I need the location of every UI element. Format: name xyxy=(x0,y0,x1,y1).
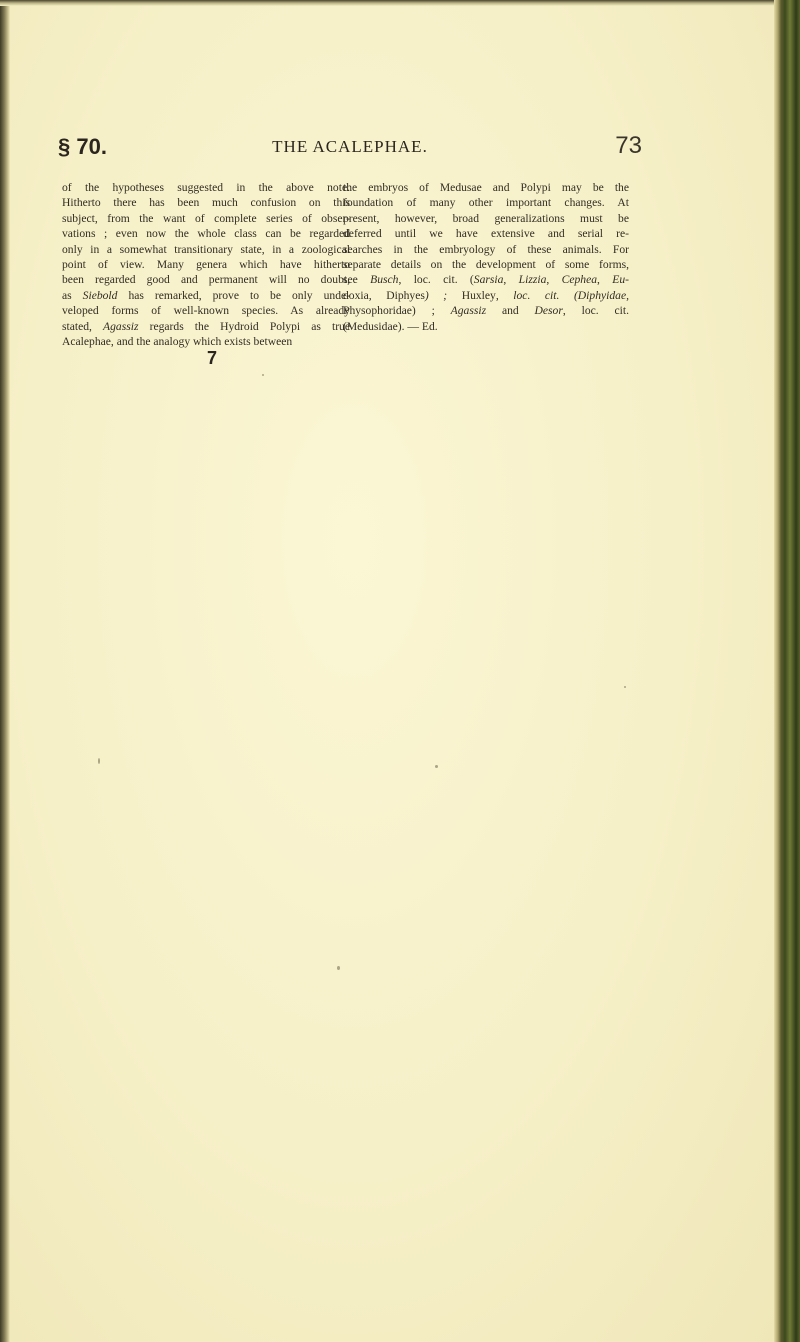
book-gutter-edge xyxy=(0,0,10,1342)
text-line: subject, from the want of complete series of obser- xyxy=(62,211,350,225)
running-header xyxy=(58,134,642,168)
right-text-column xyxy=(343,180,629,334)
book-cover-edge xyxy=(774,0,800,1342)
paper-speck xyxy=(624,686,626,688)
text-line: see Busch, loc. cit. (Sarsia, Lizzia, Cephea, Eu- xyxy=(343,273,630,287)
text-line: as Siebold has remarked, prove to be only unde- xyxy=(62,288,350,302)
running-title: THE ACALEPHAE. xyxy=(272,137,428,156)
text-line: deferred until we have extensive and serial re- xyxy=(343,227,629,241)
text-line: been regarded good and permanent will no doubt, xyxy=(62,273,350,287)
text-line: (Medusidae). — Ed. xyxy=(343,319,438,333)
paper-speck xyxy=(98,758,100,764)
paper-speck xyxy=(435,765,438,768)
text-line: foundation of many other important changes. At xyxy=(343,196,629,210)
text-line: stated, Agassiz regards the Hydroid Polypi as true xyxy=(62,319,350,333)
paper-speck xyxy=(337,966,340,970)
left-text-column xyxy=(62,180,350,349)
page-number: 73 xyxy=(615,132,642,159)
text-line: of the hypotheses suggested in the above note. xyxy=(62,181,350,194)
text-line: searches in the embryology of these animals. For xyxy=(343,242,629,256)
text-line: doxia, Diphyes) ; Huxley, loc. cit. (Diphyidae, xyxy=(343,288,629,302)
text-line: point of view. Many genera which have hitherto xyxy=(62,258,350,272)
text-line: vations ; even now the whole class can be regarded xyxy=(62,227,350,241)
text-line: the embryos of Medusae and Polypi may be the xyxy=(343,181,629,194)
book-page xyxy=(10,6,774,1342)
text-line: Physophoridae) ; Agassiz and Desor, loc. cit. xyxy=(343,304,629,318)
text-line: present, however, broad generalizations must be xyxy=(343,211,629,225)
paper-speck xyxy=(262,374,264,376)
text-line: Hitherto there has been much confusion on this xyxy=(62,196,350,210)
text-line: separate details on the development of some forms, xyxy=(343,258,629,272)
text-line: veloped forms of well-known species. As already xyxy=(62,304,350,318)
text-line: only in a somewhat transitionary state, in a zoological xyxy=(62,242,350,256)
text-line: Acalephae, and the analogy which exists between xyxy=(62,335,293,349)
signature-mark: 7 xyxy=(207,348,218,368)
section-number: § 70. xyxy=(58,134,107,159)
